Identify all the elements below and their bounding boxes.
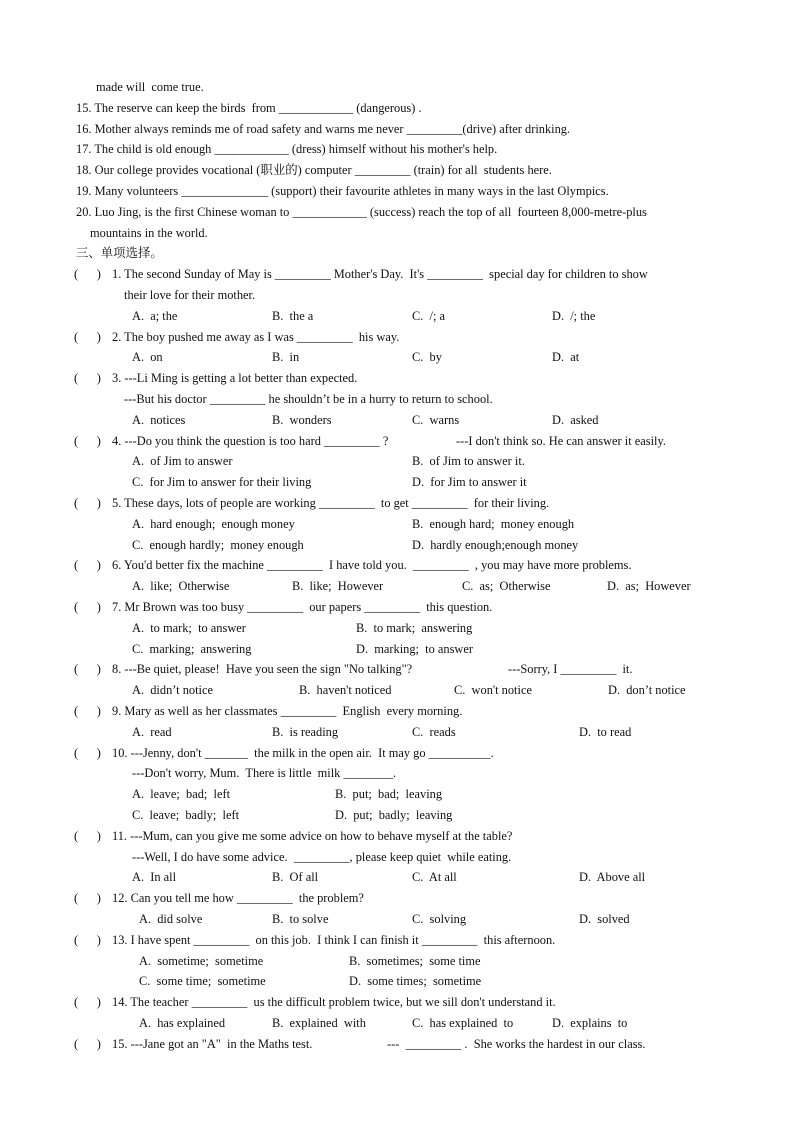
option-d: D. asked (552, 413, 599, 427)
option-b: B. to solve (272, 912, 329, 926)
answer-bracket[interactable]: ( ) (74, 600, 101, 614)
question-stem: 6. You'd better fix the machine _________ I have told you. _________ , you may have more problems. (112, 558, 632, 572)
fill-item-16: 16. Mother always reminds me of road safety and warns me never _________(drive) after drinking. (76, 122, 571, 136)
question-stem: 13. I have spent _________ on this job. I think I can finish it _________ this afternoon. (112, 933, 556, 947)
question-stem: 8. ---Be quiet, please! Have you seen the sign "No talking"? (112, 662, 413, 676)
option-a: A. like; Otherwise (132, 579, 230, 593)
option-a: A. leave; bad; left (132, 787, 231, 801)
question-stem-cont: ---But his doctor _________ he shouldn’t be in a hurry to return to school. (124, 392, 493, 406)
fill-item-15: 15. The reserve can keep the birds from ____________ (dangerous) . (76, 101, 422, 115)
question-stem: 14. The teacher _________ us the difficult problem twice, but we sill don't understand it. (112, 995, 556, 1009)
option-d: D. Above all (579, 870, 646, 884)
option-d: D. don’t notice (608, 683, 686, 697)
option-c: C. for Jim to answer for their living (132, 475, 312, 489)
option-b: B. explained with (272, 1016, 366, 1030)
option-b: B. of Jim to answer it. (412, 454, 525, 468)
fill-item-20-continuation: mountains in the world. (90, 226, 208, 240)
question-stem: 4. ---Do you think the question is too hard _________ ? (112, 434, 389, 448)
option-c: C. marking; answering (132, 642, 252, 656)
answer-bracket[interactable]: ( ) (74, 371, 101, 385)
question-stem-cont: ---Don't worry, Mum. There is little milk ________. (132, 766, 397, 780)
question-stem-cont: ---Well, I do have some advice. _________, please keep quiet while eating. (132, 850, 512, 864)
question-reply: --- _________ . She works the hardest in our class. (387, 1037, 646, 1051)
answer-bracket[interactable]: ( ) (74, 662, 101, 676)
option-b: B. put; bad; leaving (335, 787, 443, 801)
question-stem: 10. ---Jenny, don't _______ the milk in the open air. It may go __________. (112, 746, 494, 760)
option-a: A. has explained (139, 1016, 226, 1030)
option-a: A. on (132, 350, 163, 364)
answer-bracket[interactable]: ( ) (74, 704, 101, 718)
answer-bracket[interactable]: ( ) (74, 558, 101, 572)
fill-item-20: 20. Luo Jing, is the first Chinese woman to ____________ (success) reach the top of all fourteen 8,000-metre-plus (76, 205, 647, 219)
question-stem: 2. The boy pushed me away as I was _________ his way. (112, 330, 400, 344)
option-b: B. the a (272, 309, 314, 323)
section-title: 三、单项选择。 (76, 245, 163, 260)
answer-bracket[interactable]: ( ) (74, 267, 101, 281)
option-c: C. won't notice (454, 683, 532, 697)
option-d: D. put; badly; leaving (335, 808, 453, 822)
answer-bracket[interactable]: ( ) (74, 995, 101, 1009)
option-c: C. solving (412, 912, 467, 926)
option-b: B. Of all (272, 870, 319, 884)
answer-bracket[interactable]: ( ) (74, 933, 101, 947)
fill-item-19: 19. Many volunteers ______________ (support) their favourite athletes in many ways in the last Olympics. (76, 184, 609, 198)
answer-bracket[interactable]: ( ) (74, 496, 101, 510)
option-d: D. /; the (552, 309, 596, 323)
option-a: A. a; the (132, 309, 178, 323)
answer-bracket[interactable]: ( ) (74, 829, 101, 843)
answer-bracket[interactable]: ( ) (74, 891, 101, 905)
option-d: D. as; However (607, 579, 691, 593)
answer-bracket[interactable]: ( ) (74, 746, 101, 760)
fill-item-17: 17. The child is old enough ____________ (dress) himself without his mother's help. (76, 142, 498, 156)
question-reply: ---I don't think so. He can answer it easily. (456, 434, 666, 448)
answer-bracket[interactable]: ( ) (74, 1037, 101, 1051)
question-stem: 3. ---Li Ming is getting a lot better than expected. (112, 371, 358, 385)
option-b: B. is reading (272, 725, 339, 739)
option-c: C. by (412, 350, 442, 364)
option-c: C. At all (412, 870, 457, 884)
fill-item-18: 18. Our college provides vocational (职业的) computer _________ (train) for all students here. (76, 163, 552, 177)
option-c: C. as; Otherwise (462, 579, 551, 593)
question-stem: 12. Can you tell me how _________ the problem? (112, 891, 364, 905)
option-d: D. to read (579, 725, 632, 739)
option-c: C. leave; badly; left (132, 808, 240, 822)
option-b: B. haven't noticed (299, 683, 392, 697)
option-c: C. has explained to (412, 1016, 514, 1030)
option-d: D. for Jim to answer it (412, 475, 527, 489)
option-a: A. hard enough; enough money (132, 517, 295, 531)
option-c: C. some time; sometime (139, 974, 266, 988)
question-stem-cont: their love for their mother. (124, 288, 256, 302)
option-b: B. like; However (292, 579, 384, 593)
option-c: C. enough hardly; money enough (132, 538, 304, 552)
option-b: B. in (272, 350, 300, 364)
question-stem: 1. The second Sunday of May is _________ Mother's Day. It's _________ special day for children to show (112, 267, 648, 281)
option-b: B. sometimes; some time (349, 954, 481, 968)
option-d: D. marking; to answer (356, 642, 473, 656)
option-a: A. In all (132, 870, 177, 884)
question-stem: 7. Mr Brown was too busy _________ our papers _________ this question. (112, 600, 493, 614)
option-a: A. didn’t notice (132, 683, 213, 697)
option-a: A. did solve (139, 912, 203, 926)
option-a: A. of Jim to answer (132, 454, 233, 468)
option-b: B. to mark; answering (356, 621, 473, 635)
option-a: A. sometime; sometime (139, 954, 264, 968)
option-d: D. solved (579, 912, 630, 926)
option-c: C. warns (412, 413, 460, 427)
option-c: C. reads (412, 725, 456, 739)
question-stem: 11. ---Mum, can you give me some advice on how to behave myself at the table? (112, 829, 513, 843)
answer-bracket[interactable]: ( ) (74, 330, 101, 344)
option-d: D. explains to (552, 1016, 628, 1030)
option-d: D. some times; sometime (349, 974, 482, 988)
answer-bracket[interactable]: ( ) (74, 434, 101, 448)
question-stem: 5. These days, lots of people are working _________ to get _________ for their living. (112, 496, 550, 510)
option-d: D. at (552, 350, 580, 364)
option-b: B. wonders (272, 413, 332, 427)
item14-continuation: made will come true. (96, 80, 204, 94)
question-stem: 9. Mary as well as her classmates _________ English every morning. (112, 704, 463, 718)
question-stem: 15. ---Jane got an "A" in the Maths test. (112, 1037, 313, 1051)
option-a: A. notices (132, 413, 186, 427)
option-a: A. to mark; to answer (132, 621, 246, 635)
question-reply: ---Sorry, I _________ it. (508, 662, 633, 676)
option-d: D. hardly enough;enough money (412, 538, 579, 552)
option-b: B. enough hard; money enough (412, 517, 575, 531)
option-a: A. read (132, 725, 172, 739)
option-c: C. /; a (412, 309, 446, 323)
